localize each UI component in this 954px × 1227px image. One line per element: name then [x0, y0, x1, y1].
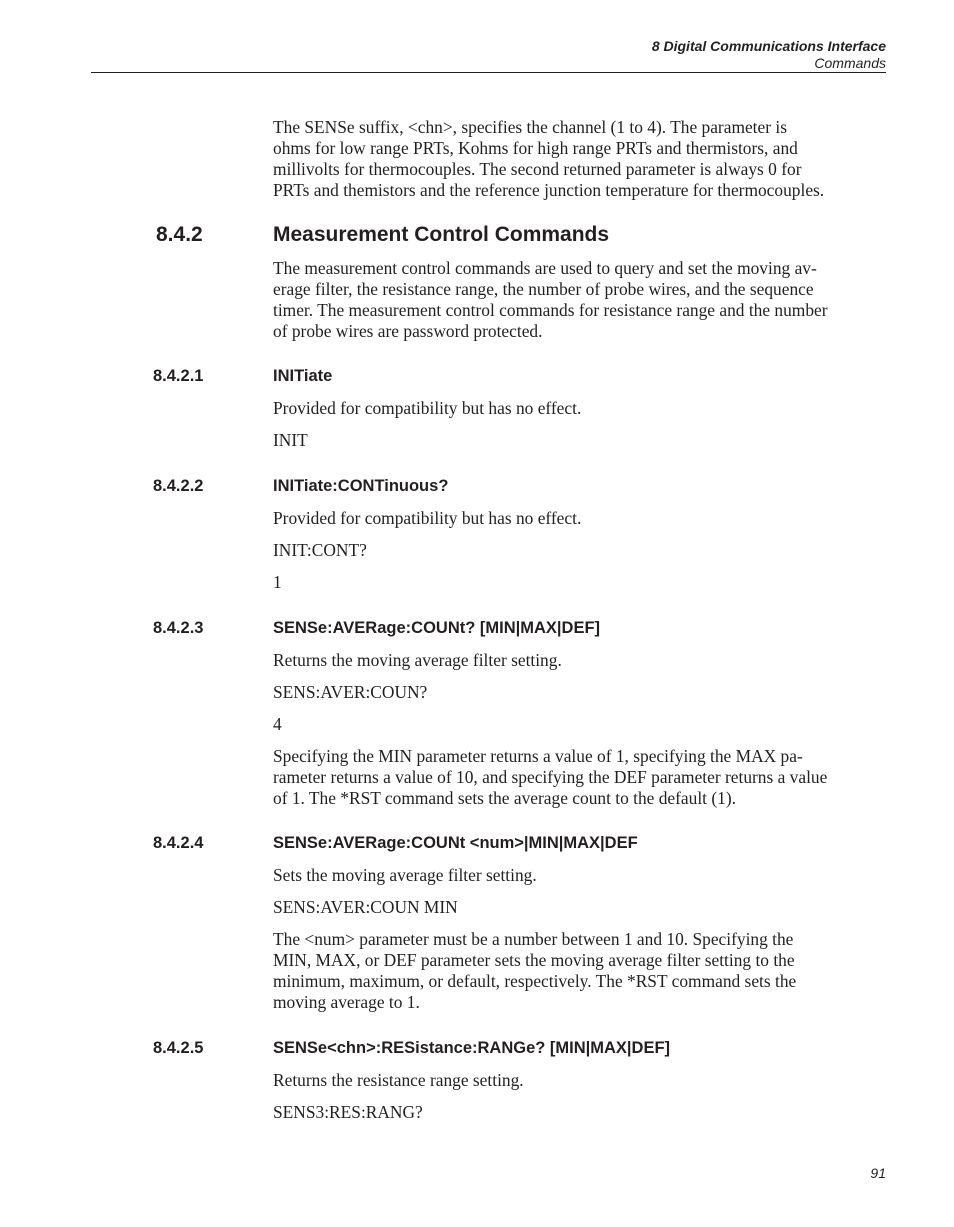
subsection-description: Returns the moving average filter setting.	[273, 650, 562, 670]
subsection-paragraph	[273, 929, 888, 1013]
subsection-paragraph	[273, 746, 888, 809]
text-line: of probe wires are password protected.	[273, 321, 543, 341]
command-example: INIT:CONT?	[273, 540, 367, 560]
command-response: 4	[273, 714, 282, 734]
command-example: SENS:AVER:COUN?	[273, 682, 428, 702]
text-line: MIN, MAX, or DEF parameter sets the moving average filter setting to the	[273, 950, 795, 970]
subsection-description: Provided for compatibility but has no effect.	[273, 508, 582, 528]
header-rule	[91, 72, 886, 73]
intro-paragraph	[273, 117, 888, 201]
section-number: 8.4.2	[156, 223, 203, 246]
subsection-title: INITiate:CONTinuous?	[273, 477, 449, 495]
text-line: Specifying the MIN parameter returns a value of 1, specifying the MAX pa-	[273, 746, 803, 766]
subsection-title: SENSe:AVERage:COUNt <num>|MIN|MAX|DEF	[273, 834, 638, 852]
command-example: INIT	[273, 430, 308, 450]
section-title: Measurement Control Commands	[273, 223, 610, 246]
subsection-title: SENSe<chn>:RESistance:RANGe? [MIN|MAX|DEF]	[273, 1039, 671, 1057]
text-line: erage filter, the resistance range, the number of probe wires, and the sequence	[273, 279, 814, 299]
text-line: of 1. The *RST command sets the average count to the default (1).	[273, 788, 736, 808]
command-response: 1	[273, 572, 282, 592]
section-paragraph	[273, 258, 888, 342]
text-line: ohms for low range PRTs, Kohms for high range PRTs and thermistors, and	[273, 138, 798, 158]
subsection-number: 8.4.2.3	[153, 619, 204, 637]
subsection-title: SENSe:AVERage:COUNt? [MIN|MAX|DEF]	[273, 619, 601, 637]
text-line: The <num> parameter must be a number between 1 and 10. Specifying the	[273, 929, 794, 949]
running-header-section: Commands	[814, 55, 886, 71]
subsection-title: INITiate	[273, 367, 333, 385]
subsection-number: 8.4.2.1	[153, 367, 204, 385]
text-line: The SENSe suffix, <chn>, specifies the channel (1 to 4). The parameter is	[273, 117, 787, 137]
command-example: SENS3:RES:RANG?	[273, 1102, 423, 1122]
page-number: 91	[870, 1165, 886, 1181]
subsection-number: 8.4.2.4	[153, 834, 204, 852]
text-line: minimum, maximum, or default, respectively. The *RST command sets the	[273, 971, 797, 991]
text-line: millivolts for thermocouples. The second returned parameter is always 0 for	[273, 159, 802, 179]
text-line: rameter returns a value of 10, and specifying the DEF parameter returns a value	[273, 767, 828, 787]
subsection-number: 8.4.2.2	[153, 477, 204, 495]
command-example: SENS:AVER:COUN MIN	[273, 897, 458, 917]
subsection-description: Provided for compatibility but has no effect.	[273, 398, 582, 418]
subsection-description: Sets the moving average filter setting.	[273, 865, 537, 885]
text-line: The measurement control commands are used to query and set the moving av-	[273, 258, 817, 278]
subsection-description: Returns the resistance range setting.	[273, 1070, 524, 1090]
subsection-number: 8.4.2.5	[153, 1039, 204, 1057]
text-line: timer. The measurement control commands for resistance range and the number	[273, 300, 828, 320]
text-line: moving average to 1.	[273, 992, 420, 1012]
running-header-chapter: 8 Digital Communications Interface	[651, 38, 886, 54]
text-line: PRTs and themistors and the reference junction temperature for thermocouples.	[273, 180, 825, 200]
